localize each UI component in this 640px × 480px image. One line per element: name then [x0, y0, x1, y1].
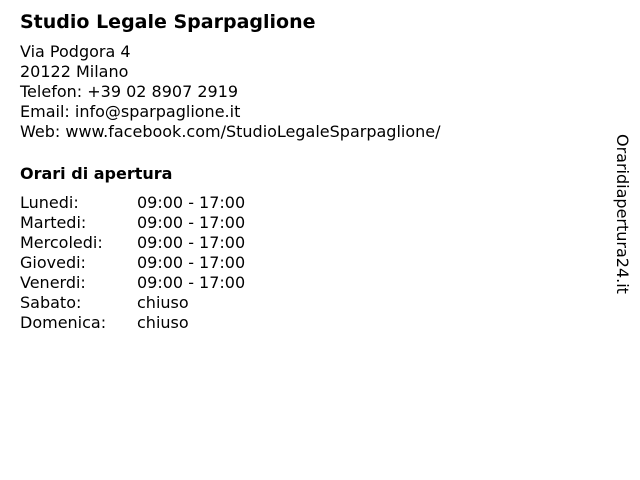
hours-row-saturday [20, 293, 245, 313]
hours-day: Martedi: [20, 213, 87, 232]
hours-row-tuesday [20, 213, 245, 233]
opening-hours-heading: Orari di apertura [20, 164, 173, 183]
hours-day: Venerdi: [20, 273, 86, 292]
phone-line: Telefon: +39 02 8907 2919 [20, 82, 239, 101]
hours-day: Sabato: [20, 293, 82, 312]
opening-hours-table [20, 193, 245, 333]
hours-row-sunday [20, 313, 245, 333]
hours-day: Domenica: [20, 313, 107, 332]
web-line: Web: www.facebook.com/StudioLegaleSparpaglione/ [20, 122, 441, 141]
hours-time: 09:00 - 17:00 [137, 253, 246, 272]
hours-row-friday [20, 273, 245, 293]
hours-day: Lunedi: [20, 193, 79, 212]
address-city: 20122 Milano [20, 62, 129, 81]
hours-row-thursday [20, 253, 245, 273]
hours-time: 09:00 - 17:00 [137, 233, 246, 252]
hours-row-wednesday [20, 233, 245, 253]
hours-time: chiuso [137, 293, 189, 312]
hours-time: 09:00 - 17:00 [137, 193, 246, 212]
business-card [20, 10, 600, 333]
hours-time: 09:00 - 17:00 [137, 273, 246, 292]
hours-day: Mercoledi: [20, 233, 103, 252]
hours-time: 09:00 - 17:00 [137, 213, 246, 232]
email-line: Email: info@sparpaglione.it [20, 102, 241, 121]
hours-row-monday [20, 193, 245, 213]
hours-time: chiuso [137, 313, 189, 332]
hours-day: Giovedi: [20, 253, 86, 272]
address-street: Via Podgora 4 [20, 42, 131, 61]
site-watermark: Oraridiapertura24.it [613, 134, 632, 294]
business-name: Studio Legale Sparpaglione [20, 11, 316, 33]
